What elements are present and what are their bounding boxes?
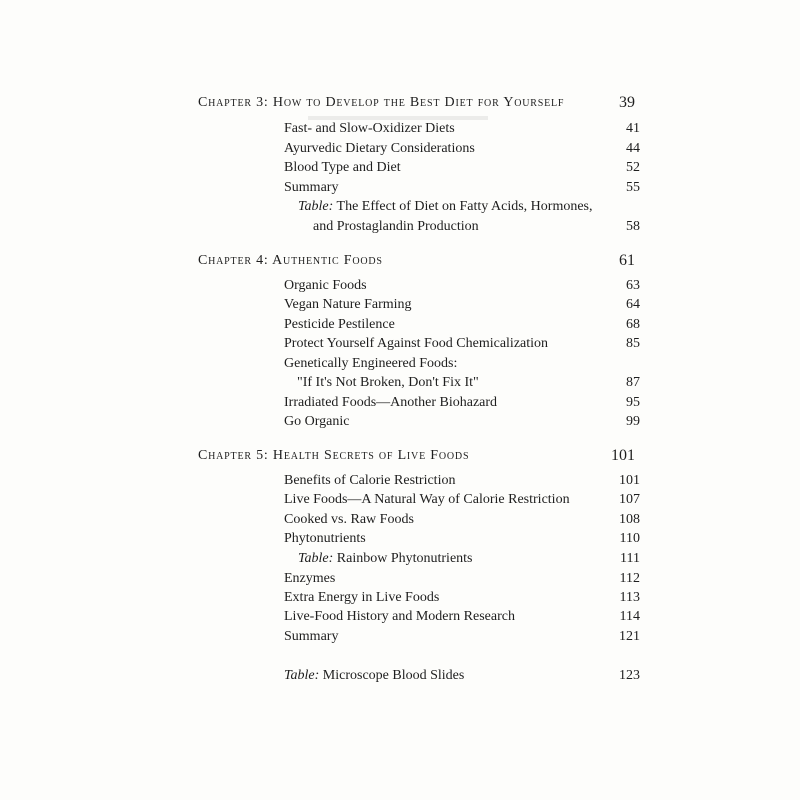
entry-title: Ayurvedic Dietary Considerations [284, 141, 475, 156]
toc-table-entry[interactable] [0, 665, 800, 687]
entry-title: Live-Food History and Modern Research [284, 609, 515, 624]
table-prefix: Table: [298, 551, 334, 566]
toc-entry[interactable] [0, 118, 800, 140]
toc-table-entry[interactable] [0, 196, 800, 218]
page-number: 55 [626, 180, 640, 195]
entry-title: Protect Yourself Against Food Chemicalization [284, 336, 549, 351]
page-number: 52 [626, 160, 640, 175]
entry-title: Phytonutrients [284, 531, 366, 546]
toc-entry[interactable] [0, 157, 800, 179]
entry-title-continued: "If It's Not Broken, Don't Fix It" [297, 375, 479, 390]
entry-title: Pesticide Pestilence [284, 317, 395, 332]
toc-entry[interactable] [0, 528, 800, 550]
entry-title: Go Organic [284, 414, 350, 429]
entry-title: Organic Foods [284, 278, 367, 293]
toc-entry[interactable] [0, 294, 800, 316]
table-prefix: Table: [284, 668, 320, 683]
page-number: 110 [619, 531, 640, 546]
toc-entry[interactable] [0, 411, 800, 433]
entry-title: Genetically Engineered Foods: [284, 356, 458, 371]
toc-entry-continued[interactable] [0, 372, 800, 394]
chapter-5-heading[interactable] [0, 445, 800, 467]
entry-title: Live Foods—A Natural Way of Calorie Restriction [284, 492, 570, 507]
page-number: 107 [619, 492, 640, 507]
entry-title: Microscope Blood Slides [322, 668, 465, 683]
table-entry-label [298, 548, 473, 570]
entry-title: Enzymes [284, 571, 336, 586]
toc-entry[interactable] [0, 626, 800, 648]
page-number: 63 [626, 278, 640, 293]
page-number: 114 [619, 609, 640, 624]
page-number: 101 [619, 473, 640, 488]
page-number: 113 [619, 590, 640, 605]
entry-title: The Effect of Diet on Fatty Acids, Hormones, [336, 199, 593, 214]
table-entry-label [284, 665, 464, 687]
page-number: 101 [611, 447, 635, 464]
chapter-title: Chapter 4: Authentic Foods [198, 253, 383, 268]
page-number: 95 [626, 395, 640, 410]
page-number: 112 [619, 571, 640, 586]
entry-title: Cooked vs. Raw Foods [284, 512, 414, 527]
entry-title: Extra Energy in Live Foods [284, 590, 440, 605]
entry-title: Fast- and Slow-Oxidizer Diets [284, 121, 455, 136]
toc-table-entry[interactable] [0, 548, 800, 570]
chapter-4-heading[interactable] [0, 250, 800, 272]
entry-title: Irradiated Foods—Another Biohazard [284, 395, 498, 410]
table-entry-label [298, 196, 593, 218]
toc-entry[interactable] [0, 333, 800, 355]
chapter-3-heading[interactable] [0, 92, 800, 114]
page-number: 121 [619, 629, 640, 644]
page-number: 61 [619, 252, 635, 269]
chapter-title: Chapter 3: How to Develop the Best Diet for Yourself [198, 95, 565, 110]
entry-title: Blood Type and Diet [284, 160, 401, 175]
table-prefix: Table: [298, 199, 334, 214]
entry-title: Rainbow Phytonutrients [336, 551, 473, 566]
entry-title: Summary [284, 629, 339, 644]
entry-title: Benefits of Calorie Restriction [284, 473, 456, 488]
entry-title: Summary [284, 180, 339, 195]
toc-entry[interactable] [0, 489, 800, 511]
page-number: 85 [626, 336, 640, 351]
page-number: 41 [626, 121, 640, 136]
toc-entry[interactable] [0, 606, 800, 628]
page-number: 111 [620, 551, 640, 566]
chapter-title: Chapter 5: Health Secrets of Live Foods [198, 448, 470, 463]
page-number: 58 [626, 219, 640, 234]
page-number: 44 [626, 141, 640, 156]
toc-table-entry-continued[interactable] [0, 216, 800, 238]
page-number: 68 [626, 317, 640, 332]
entry-title: Vegan Nature Farming [284, 297, 412, 312]
page-number: 87 [626, 375, 640, 390]
page-number: 64 [626, 297, 640, 312]
page-number: 108 [619, 512, 640, 527]
page-number: 39 [619, 94, 635, 111]
entry-title-continued: and Prostaglandin Production [313, 219, 479, 234]
page-number: 123 [619, 668, 640, 683]
page-number: 99 [626, 414, 640, 429]
